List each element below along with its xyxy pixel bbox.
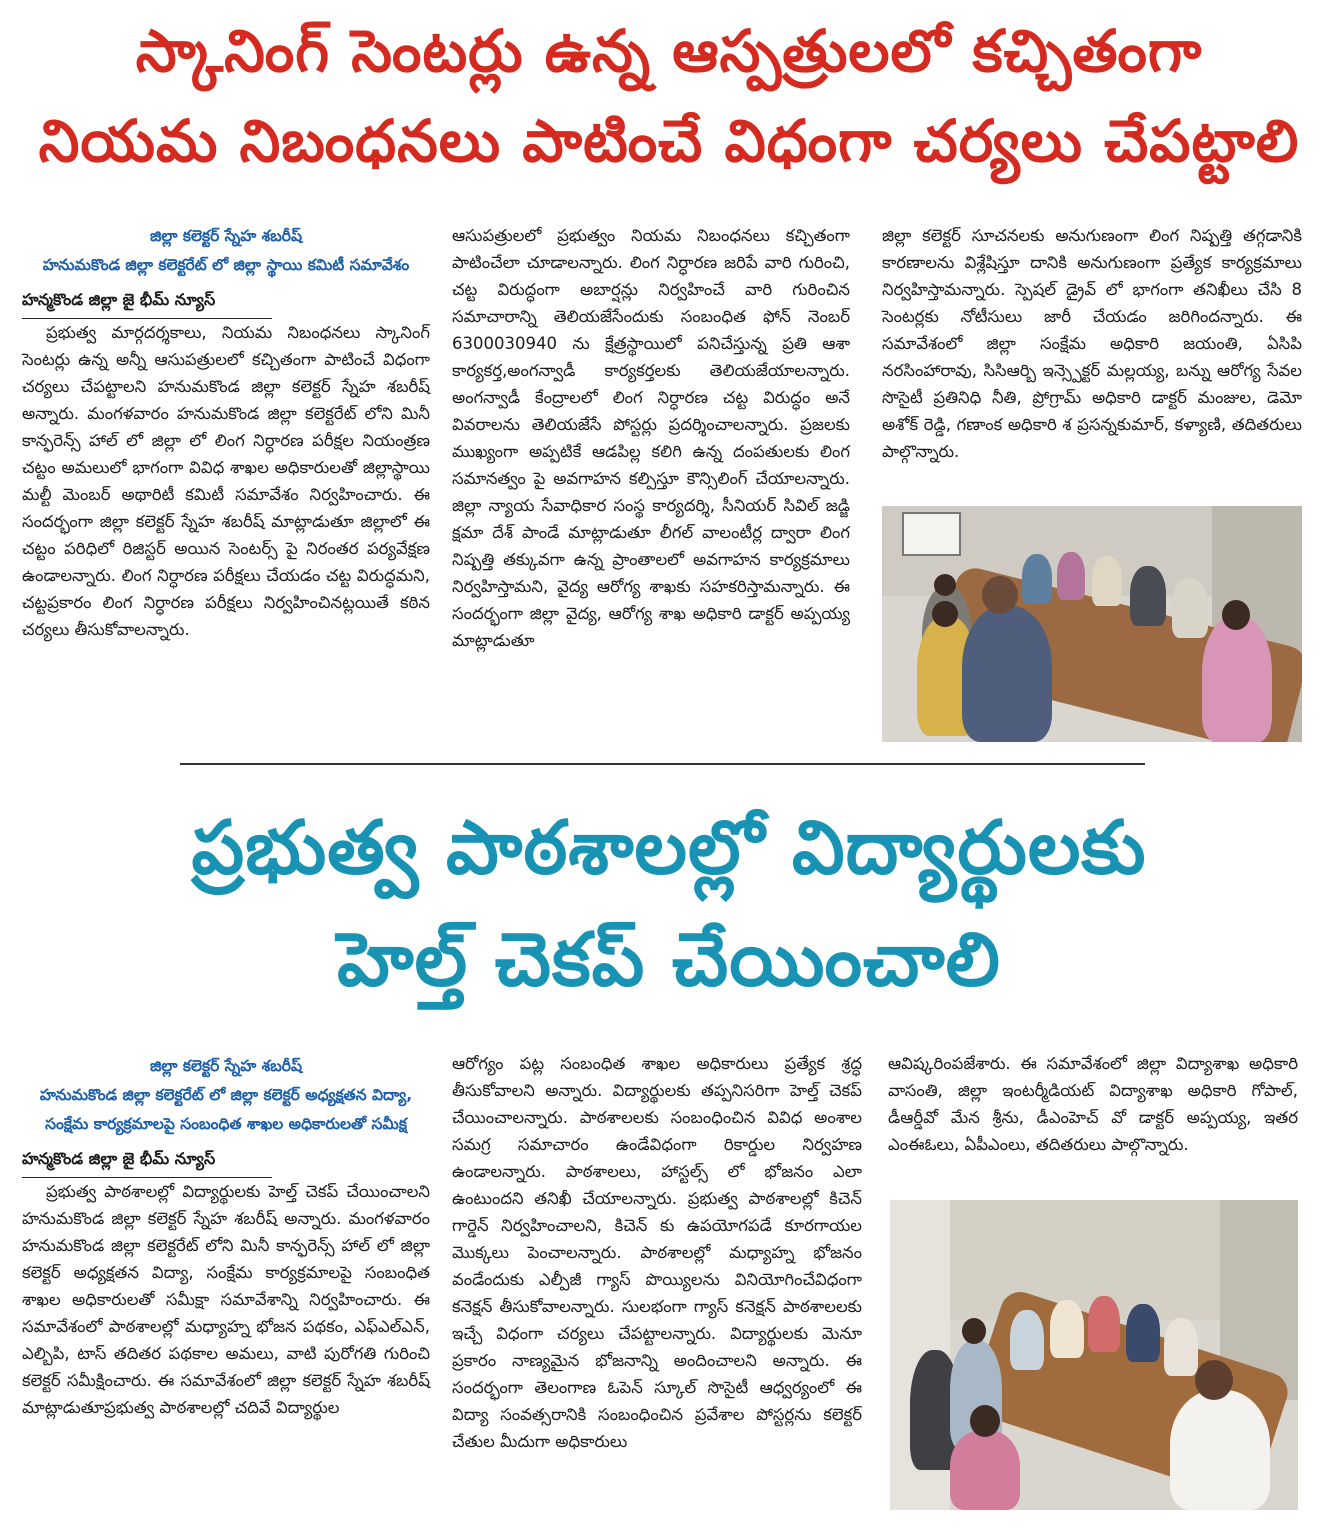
article-2-deck [22,1052,430,1139]
article-1-body-column-2: ఆసుపత్రులలో ప్రభుత్వం నియమ నిబంధనలు కచ్చితంగా పాటించేలా చూడాలన్నారు. లింగ నిర్ధారణ జరిపే వారి గురించి, చట్ట విరుద్ధంగా అబార్షన్లు నిర్వహించే వారి గురించిన సమాచారాన్ని తెలియజేసేందుకు సంబంధిత ఫోన్ నెంబర్ 6300030940 ను క్షేత్రస్థాయిలో పనిచేస్తున్న ప్రతి ఆశా కార్యకర్త,అంగన్వాడీ కార్యకర్తలకు తెలియజేయాలన్నారు. అంగన్వాడీ కేంద్రాలలో లింగ నిర్ధారణ చట్ట విరుద్ధం అనే వివరాలను తెలియజేసే పోస్టర్లు ప్రదర్శించాలన్నారు. ప్రజలకు ముఖ్యంగా అప్పటికే ఆడపిల్ల కలిగి ఉన్న దంపతులకు లింగ సమానత్వం పై అవగాహన కల్పిస్తూ కౌన్సిలింగ్ చేయాలన్నారు. జిల్లా న్యాయ సేవాధికార సంస్థ కార్యదర్శి, సీనియర్ సివిల్ జడ్జి క్షమా దేశ్ పాండే మాట్లాడుతూ లీగల్ వాలంటీర్ల ద్వారా లింగ నిష్పత్తి తక్కువగా ఉన్న ప్రాంతాలలో అవగాహన కార్యక్రమాలు నిర్వహిస్తామని, వైద్య ఆరోగ్య శాఖకు సహకరిస్తామన్నారు. ఈ సందర్భంగా జిల్లా వైద్య, ఆరోగ్య శాఖ అధికారి డాక్టర్ అప్పయ్య మాట్లాడుతూ [452,226,850,650]
article-1-headline-line-1: స్కానింగ్ సెంటర్లు ఉన్న ఆస్పత్రులలో కచ్చితంగా [135,17,1203,85]
article-2-body-column-1: ప్రభుత్వ పాఠశాలల్లో విద్యార్థులకు హెల్త్ చెకప్ చేయించాలని హనుమకొండ జిల్లా కలెక్టర్ స్నేహ శబరీష్ అన్నారు. మంగళవారం హనుమకొండ జిల్లా కలెక్టరేట్ లోని మినీ కాన్ఫరెన్స్ హాల్ లో జిల్లా కలెక్టర్ అధ్యక్షతన విద్యా, సంక్షేమ కార్యక్రమాలపై సంబంధిత శాఖల అధికారులతో సమీక్షా సమావేశాన్ని నిర్వహించారు. ఈ సమావేశంలో పాఠశాలల్లో మధ్యాహ్న భోజన పథకం, ఎఫ్ఎల్ఎన్, ఎల్బిపి, టాస్ తదితర పథకాల అమలు, వాటి పురోగతి గురించి కలెక్టర్ సమీక్షించారు. ఈ సమావేశంలో జిల్లా కలెక్టర్ స్నేహ శబరీష్ మాట్లాడుతూప్రభుత్వ పాఠశాలల్లో చదివే విద్యార్థుల [22,1182,430,1417]
article-1-column-2 [452,222,850,654]
article-1-deck [22,222,430,280]
article-2-column-3 [888,1050,1298,1158]
article-1-column-1 [22,222,430,643]
article-2-byline: హన్మకొండ జిల్లా జై భీమ్ న్యూస్ [22,1147,272,1178]
article-1-body-column-1: ప్రభుత్వ మార్గదర్శకాలు, నియమ నిబంధనలు స్కానింగ్ సెంటర్లు ఉన్న అన్నీ ఆసుపత్రులలో కచ్చితంగా పాటించే విధంగా చర్యలు చేపట్టాలని హనుమకొండ జిల్లా కలెక్టర్ స్నేహ శబరీష్ అన్నారు. మంగళవారం హనుమకొండ జిల్లా కలెక్టరేట్ లోని మినీ కాన్ఫరెన్స్ హాల్ లో జిల్లా లో లింగ నిర్ధారణ పరీక్షల నియంత్రణ చట్టం అమలులో భాగంగా వివిధ శాఖల అధికారులతో జిల్లాస్థాయి మల్టీ మెంబర్ అథారిటీ కమిటీ సమావేశం నిర్వహించారు. ఈ సందర్భంగా జిల్లా కలెక్టర్ స్నేహ శబరీష్ మాట్లాడుతూ జిల్లాలో ఈ చట్టం పరిధిలో రిజిస్టర్ అయిన సెంటర్స్ పై నిరంతర పర్యవేక్షణ ఉండాలన్నారు. లింగ నిర్ధారణ పరీక్షలు చేయడం చట్ట విరుద్ధమని, చట్టప్రకారం లింగ నిర్ధారణ పరీక్షలు నిర్వహించినట్లయితే కఠిన చర్యలు తీసుకోవాలన్నారు. [22,323,430,639]
article-divider [180,763,1145,765]
article-1-body-column-3: జిల్లా కలెక్టర్ సూచనలకు అనుగుణంగా లింగ నిష్పత్తి తగ్గడానికి కారణాలను విశ్లేషిస్తూ దానికి అనుగుణంగా ప్రత్యేక కార్యక్రమాలు నిర్వహిస్తామన్నారు. స్పెషల్ డ్రైవ్ లో భాగంగా తనిఖీలు చేసి 8 సెంటర్లకు నోటీసులు జారీ చేయడం జరిగిందన్నారు. ఈ సమావేశంలో జిల్లా సంక్షేమ అధికారి జయంతి, ఏసిపి నరసింహారావు, సిసిఆర్బి ఇన్స్పెక్టర్ మల్లయ్య, బన్ను ఆరోగ్య సేవల సొసైటీ ప్రతినిధి నీతి, ప్రోగ్రామ్ అధికారి డాక్టర్ మంజుల, డెమో అశోక్ రెడ్డి, గణాంక అధికారి శ ప్రసన్నకుమార్, కళ్యాణి, తదితరులు పాల్గొన్నారు. [882,226,1302,461]
article-1-headline-line-2: నియమ నిబంధనలు పాటించే విధంగా చర్యలు చేపట్టాలి [38,107,1300,175]
article-2-body-column-2: ఆరోగ్యం పట్ల సంబంధిత శాఖల అధికారులు ప్రత్యేక శ్రద్ధ తీసుకోవాలని అన్నారు. విద్యార్థులకు తప్పనిసరిగా హెల్త్ చెకప్ చేయించాలన్నారు. పాఠశాలలకు సంబంధించిన వివిధ అంశాల సమగ్ర సమాచారం ఉండేవిధంగా రికార్డుల నిర్వహణ ఉండాలన్నారు. పాఠశాలలు, హాస్టల్స్ లో భోజనం ఎలా ఉంటుందని తనిఖీ చేయాలన్నారు. ప్రభుత్వ పాఠశాలల్లో కిచెన్ గార్డెన్ నిర్వహించాలని, కిచెన్ కు ఉపయోగపడే కూరగాయల మొక్కలు పెంచాలన్నారు. పాఠశాలల్లో మధ్యాహ్న భోజనం వండేందుకు ఎల్పీజీ గ్యాస్ పొయ్యిలను వినియోగించేవిధంగా కనెక్షన్ తీసుకోవాలన్నారు. సులభంగా గ్యాస్ కనెక్షన్ పాఠశాలలకు ఇచ్చే విధంగా చర్యలు చేపట్టాలన్నారు. విద్యార్థులకు మెనూ ప్రకారం నాణ్యమైన భోజనాన్ని అందించాలని అన్నారు. ఈ సందర్భంగా తెలంగాణ ఓపెన్ స్కూల్ సొసైటీ ఆధ్వర్యంలో ఈ విద్యా సంవత్సరానికి సంబంధించిన ప్రవేశాల పోస్టర్లను కలెక్టర్ చేతుల మీదుగా అధికారులు [452,1054,862,1451]
article-2-column-1 [22,1052,430,1421]
article-1-column-3 [882,222,1302,465]
article-2-deck-line-1: జిల్లా కలెక్టర్ స్నేహ శబరీష్ [149,1057,303,1075]
article-1-deck-line-1: జిల్లా కలెక్టర్ స్నేహ శబరీష్ [149,227,303,245]
article-2-headline-line-2: హెల్త్ చెకప్ చేయించాలి [337,917,1001,1003]
article-2-body-column-3: ఆవిష్కరింపజేశారు. ఈ సమావేశంలో జిల్లా విద్యాశాఖ అధికారి వాసంతి, జిల్లా ఇంటర్మీడియట్ విద్యాశాఖ అధికారి గోపాల్, డీఆర్డీవో మేన శ్రీను, డీఎంహెచ్ వో డాక్టర్ అప్పయ్య, ఇతర ఎంఈఓలు, ఏపీఎంలు, తదితరులు పాల్గొన్నారు. [888,1054,1298,1154]
article-2-column-2 [452,1050,862,1455]
article-2-headline-line-1: ప్రభుత్వ పాఠశాలల్లో విద్యార్థులకు [191,805,1147,891]
article-2-deck-line-2: హనుమకొండ జిల్లా కలెక్టరేట్ లో జిల్లా కలెక్టర్ అధ్యక్షతన విద్యా, సంక్షేమ కార్యక్రమాలపై సంబంధిత శాఖల అధికారులతో సమీక్ష [39,1086,413,1133]
article-1-byline: హన్మకొండ జిల్లా జై భీమ్ న్యూస్ [22,288,272,319]
article-2-meeting-photo [890,1200,1298,1510]
article-1-meeting-photo [882,506,1302,742]
article-1-deck-line-2: హనుమకొండ జిల్లా కలెక్టరేట్ లో జిల్లా స్థాయి కమిటీ సమావేశం [42,256,410,274]
